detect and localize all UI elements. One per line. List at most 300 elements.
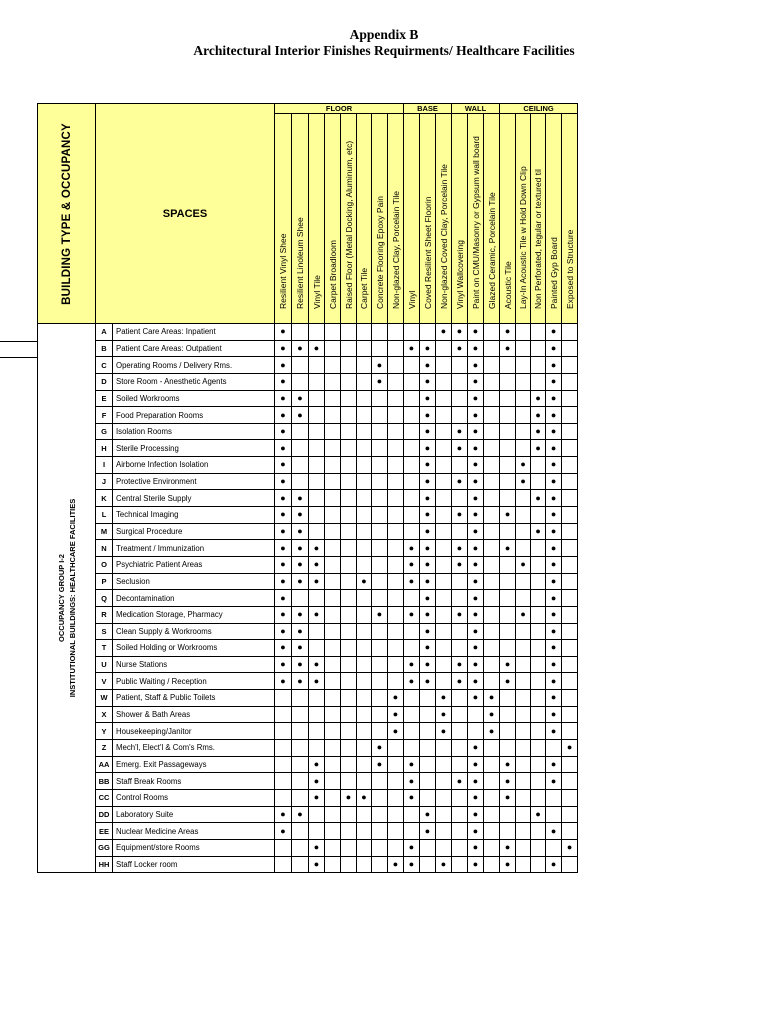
- empty-cell: [325, 324, 341, 341]
- empty-cell: [562, 706, 578, 723]
- column-header: [292, 114, 309, 324]
- space-name: Food Preparation Rooms: [113, 407, 275, 424]
- bullet-mark: ●: [372, 357, 388, 374]
- bullet-mark: ●: [468, 806, 484, 823]
- empty-cell: [562, 723, 578, 740]
- empty-cell: [372, 856, 388, 873]
- empty-cell: [325, 673, 341, 690]
- empty-cell: [292, 590, 309, 607]
- empty-cell: [357, 590, 372, 607]
- empty-cell: [325, 407, 341, 424]
- table-row: [38, 457, 578, 474]
- empty-cell: [341, 773, 357, 790]
- bullet-mark: ●: [275, 806, 292, 823]
- empty-cell: [516, 839, 531, 856]
- empty-cell: [388, 839, 404, 856]
- space-name: Patient Care Areas: Inpatient: [113, 324, 275, 341]
- empty-cell: [531, 357, 546, 374]
- bullet-mark: ●: [546, 690, 562, 707]
- bullet-mark: ●: [309, 540, 325, 557]
- space-code: DD: [96, 806, 113, 823]
- empty-cell: [388, 407, 404, 424]
- empty-cell: [484, 590, 500, 607]
- column-header: [341, 114, 357, 324]
- bullet-mark: ●: [275, 473, 292, 490]
- bullet-mark: ●: [500, 324, 516, 341]
- bullet-mark: ●: [275, 673, 292, 690]
- empty-cell: [404, 823, 420, 840]
- empty-cell: [404, 440, 420, 457]
- bullet-mark: ●: [546, 823, 562, 840]
- empty-cell: [484, 640, 500, 657]
- bullet-mark: ●: [275, 457, 292, 474]
- bullet-mark: ●: [468, 623, 484, 640]
- empty-cell: [325, 823, 341, 840]
- empty-cell: [404, 690, 420, 707]
- space-name: Sterile Processing: [113, 440, 275, 457]
- bullet-mark: ●: [500, 856, 516, 873]
- empty-cell: [516, 706, 531, 723]
- empty-cell: [436, 457, 452, 474]
- empty-cell: [516, 340, 531, 357]
- empty-cell: [562, 324, 578, 341]
- column-header: [275, 114, 292, 324]
- space-name: Surgical Procedure: [113, 523, 275, 540]
- empty-cell: [292, 706, 309, 723]
- empty-cell: [357, 856, 372, 873]
- bullet-mark: ●: [468, 690, 484, 707]
- empty-cell: [309, 640, 325, 657]
- empty-cell: [372, 540, 388, 557]
- empty-cell: [325, 473, 341, 490]
- empty-cell: [500, 806, 516, 823]
- space-name: Medication Storage, Pharmacy: [113, 606, 275, 623]
- bullet-mark: ●: [516, 556, 531, 573]
- empty-cell: [516, 423, 531, 440]
- space-name: Treatment / Immunization: [113, 540, 275, 557]
- empty-cell: [546, 839, 562, 856]
- table-row: [38, 756, 578, 773]
- empty-cell: [341, 806, 357, 823]
- bullet-mark: ●: [275, 523, 292, 540]
- bullet-mark: ●: [468, 540, 484, 557]
- empty-cell: [357, 473, 372, 490]
- empty-cell: [484, 806, 500, 823]
- empty-cell: [404, 590, 420, 607]
- column-header-label: Carpet Tile: [359, 267, 370, 309]
- empty-cell: [325, 606, 341, 623]
- space-code: V: [96, 673, 113, 690]
- bullet-mark: ●: [546, 606, 562, 623]
- bullet-mark: ●: [292, 490, 309, 507]
- empty-cell: [341, 723, 357, 740]
- empty-cell: [420, 690, 436, 707]
- table-row: [38, 623, 578, 640]
- empty-cell: [516, 773, 531, 790]
- empty-cell: [292, 773, 309, 790]
- bullet-mark: ●: [420, 390, 436, 407]
- empty-cell: [341, 407, 357, 424]
- empty-cell: [372, 523, 388, 540]
- empty-cell: [372, 806, 388, 823]
- empty-cell: [500, 823, 516, 840]
- bullet-mark: ●: [420, 357, 436, 374]
- empty-cell: [325, 640, 341, 657]
- empty-cell: [420, 773, 436, 790]
- empty-cell: [500, 457, 516, 474]
- bullet-mark: ●: [404, 606, 420, 623]
- empty-cell: [372, 673, 388, 690]
- bullet-mark: ●: [292, 507, 309, 524]
- empty-cell: [309, 823, 325, 840]
- space-code: Q: [96, 590, 113, 607]
- space-code: R: [96, 606, 113, 623]
- empty-cell: [436, 390, 452, 407]
- empty-cell: [531, 590, 546, 607]
- space-code: M: [96, 523, 113, 540]
- column-header-label: Non-glazed Clay, Porcelain Tile: [390, 191, 401, 309]
- bullet-mark: ●: [404, 540, 420, 557]
- space-name: Protective Environment: [113, 473, 275, 490]
- empty-cell: [531, 340, 546, 357]
- space-name: Decontamination: [113, 590, 275, 607]
- empty-cell: [388, 640, 404, 657]
- empty-cell: [484, 623, 500, 640]
- empty-cell: [484, 673, 500, 690]
- empty-cell: [484, 823, 500, 840]
- empty-cell: [325, 789, 341, 806]
- empty-cell: [500, 523, 516, 540]
- bullet-mark: ●: [500, 789, 516, 806]
- table-row: [38, 507, 578, 524]
- bullet-mark: ●: [546, 490, 562, 507]
- bullet-mark: ●: [420, 490, 436, 507]
- empty-cell: [388, 340, 404, 357]
- empty-cell: [404, 723, 420, 740]
- empty-cell: [516, 390, 531, 407]
- bullet-mark: ●: [468, 673, 484, 690]
- empty-cell: [436, 740, 452, 757]
- empty-cell: [404, 706, 420, 723]
- spaces-header: SPACES: [96, 104, 275, 324]
- empty-cell: [357, 839, 372, 856]
- empty-cell: [562, 656, 578, 673]
- empty-cell: [388, 440, 404, 457]
- empty-cell: [275, 706, 292, 723]
- space-name: Clean Supply & Workrooms: [113, 623, 275, 640]
- column-header-label: Non-glazed Coved Clay, Porcelain Tile: [438, 164, 449, 309]
- empty-cell: [484, 773, 500, 790]
- empty-cell: [516, 673, 531, 690]
- empty-cell: [420, 789, 436, 806]
- empty-cell: [372, 773, 388, 790]
- empty-cell: [388, 373, 404, 390]
- bullet-mark: ●: [309, 656, 325, 673]
- bullet-mark: ●: [531, 440, 546, 457]
- table-row: [38, 839, 578, 856]
- column-header-label: Carpet Broadloom: [327, 240, 338, 309]
- title-line-1: Appendix B: [349, 27, 419, 42]
- bullet-mark: ●: [468, 324, 484, 341]
- empty-cell: [372, 473, 388, 490]
- bullet-mark: ●: [546, 324, 562, 341]
- bullet-mark: ●: [500, 340, 516, 357]
- column-header-label: Painted Gyp Board: [548, 237, 559, 309]
- empty-cell: [562, 390, 578, 407]
- empty-cell: [357, 340, 372, 357]
- empty-cell: [341, 839, 357, 856]
- empty-cell: [309, 623, 325, 640]
- table-row: [38, 573, 578, 590]
- empty-cell: [309, 590, 325, 607]
- bullet-mark: ●: [500, 756, 516, 773]
- empty-cell: [484, 656, 500, 673]
- empty-cell: [484, 789, 500, 806]
- empty-cell: [436, 373, 452, 390]
- column-header-label: Vinyl: [406, 290, 417, 309]
- empty-cell: [562, 357, 578, 374]
- bullet-mark: ●: [468, 473, 484, 490]
- space-name: Operating Rooms / Delivery Rms.: [113, 357, 275, 374]
- empty-cell: [372, 590, 388, 607]
- empty-cell: [531, 789, 546, 806]
- empty-cell: [436, 556, 452, 573]
- empty-cell: [292, 473, 309, 490]
- empty-cell: [341, 856, 357, 873]
- column-header: [325, 114, 341, 324]
- empty-cell: [452, 839, 468, 856]
- empty-cell: [325, 656, 341, 673]
- bullet-mark: ●: [309, 573, 325, 590]
- space-code: P: [96, 573, 113, 590]
- empty-cell: [388, 556, 404, 573]
- bullet-mark: ●: [546, 373, 562, 390]
- group-header-ceiling: CEILING: [500, 104, 578, 114]
- bullet-mark: ●: [341, 789, 357, 806]
- empty-cell: [341, 623, 357, 640]
- table-row: [38, 690, 578, 707]
- empty-cell: [516, 640, 531, 657]
- bullet-mark: ●: [546, 473, 562, 490]
- empty-cell: [357, 490, 372, 507]
- space-code: X: [96, 706, 113, 723]
- bullet-mark: ●: [500, 773, 516, 790]
- empty-cell: [388, 457, 404, 474]
- empty-cell: [404, 357, 420, 374]
- empty-cell: [325, 507, 341, 524]
- column-header-label: Vinyl Wallcovering: [454, 240, 465, 309]
- bullet-mark: ●: [275, 490, 292, 507]
- empty-cell: [562, 340, 578, 357]
- column-header-label: Coved Resilient Sheet Floorin: [422, 196, 433, 309]
- empty-cell: [436, 673, 452, 690]
- table-row: [38, 856, 578, 873]
- bullet-mark: ●: [420, 656, 436, 673]
- empty-cell: [275, 690, 292, 707]
- column-header: [484, 114, 500, 324]
- empty-cell: [357, 806, 372, 823]
- empty-cell: [531, 673, 546, 690]
- empty-cell: [436, 507, 452, 524]
- table-row: [38, 673, 578, 690]
- bullet-mark: ●: [292, 407, 309, 424]
- empty-cell: [500, 357, 516, 374]
- bullet-mark: ●: [420, 623, 436, 640]
- space-code: S: [96, 623, 113, 640]
- empty-cell: [562, 856, 578, 873]
- empty-cell: [562, 773, 578, 790]
- empty-cell: [341, 673, 357, 690]
- empty-cell: [484, 440, 500, 457]
- empty-cell: [325, 423, 341, 440]
- empty-cell: [404, 324, 420, 341]
- space-name: Technical Imaging: [113, 507, 275, 524]
- bullet-mark: ●: [420, 673, 436, 690]
- empty-cell: [531, 623, 546, 640]
- column-header: [452, 114, 468, 324]
- empty-cell: [436, 523, 452, 540]
- empty-cell: [292, 423, 309, 440]
- empty-cell: [341, 373, 357, 390]
- empty-cell: [404, 523, 420, 540]
- empty-cell: [452, 457, 468, 474]
- bullet-mark: ●: [452, 473, 468, 490]
- bullet-mark: ●: [546, 340, 562, 357]
- empty-cell: [388, 473, 404, 490]
- empty-cell: [500, 606, 516, 623]
- empty-cell: [357, 623, 372, 640]
- bullet-mark: ●: [292, 573, 309, 590]
- bullet-mark: ●: [468, 756, 484, 773]
- bullet-mark: ●: [292, 606, 309, 623]
- empty-cell: [372, 324, 388, 341]
- empty-cell: [404, 507, 420, 524]
- table-row: [38, 706, 578, 723]
- column-header-label: Raised Floor (Metal Docking, Aluminum, etc): [343, 140, 354, 309]
- empty-cell: [325, 556, 341, 573]
- bullet-mark: ●: [275, 373, 292, 390]
- empty-cell: [452, 490, 468, 507]
- empty-cell: [357, 390, 372, 407]
- space-name: Psychiatric Patient Areas: [113, 556, 275, 573]
- empty-cell: [404, 806, 420, 823]
- empty-cell: [484, 540, 500, 557]
- empty-cell: [562, 523, 578, 540]
- empty-cell: [357, 440, 372, 457]
- bullet-mark: ●: [275, 407, 292, 424]
- building-type-header-cell: [38, 104, 96, 324]
- empty-cell: [484, 490, 500, 507]
- table-row: [38, 324, 578, 341]
- bullet-mark: ●: [292, 673, 309, 690]
- empty-cell: [531, 573, 546, 590]
- empty-cell: [562, 457, 578, 474]
- empty-cell: [546, 740, 562, 757]
- bullet-mark: ●: [292, 540, 309, 557]
- empty-cell: [309, 473, 325, 490]
- bullet-mark: ●: [452, 606, 468, 623]
- space-code: H: [96, 440, 113, 457]
- bullet-mark: ●: [436, 723, 452, 740]
- empty-cell: [341, 690, 357, 707]
- empty-cell: [325, 590, 341, 607]
- space-name: Public Waiting / Reception: [113, 673, 275, 690]
- empty-cell: [531, 457, 546, 474]
- table-row: [38, 390, 578, 407]
- empty-cell: [388, 540, 404, 557]
- bullet-mark: ●: [372, 740, 388, 757]
- empty-cell: [436, 640, 452, 657]
- empty-cell: [325, 340, 341, 357]
- empty-cell: [562, 490, 578, 507]
- bullet-mark: ●: [404, 656, 420, 673]
- bullet-mark: ●: [420, 373, 436, 390]
- empty-cell: [388, 590, 404, 607]
- column-header: [372, 114, 388, 324]
- bullet-mark: ●: [275, 540, 292, 557]
- empty-cell: [325, 839, 341, 856]
- empty-cell: [404, 457, 420, 474]
- bullet-mark: ●: [275, 606, 292, 623]
- bullet-mark: ●: [275, 423, 292, 440]
- empty-cell: [325, 457, 341, 474]
- empty-cell: [388, 673, 404, 690]
- empty-cell: [562, 507, 578, 524]
- empty-cell: [341, 556, 357, 573]
- bullet-mark: ●: [468, 373, 484, 390]
- empty-cell: [325, 540, 341, 557]
- bullet-mark: ●: [546, 673, 562, 690]
- empty-cell: [562, 556, 578, 573]
- empty-cell: [531, 773, 546, 790]
- empty-cell: [325, 623, 341, 640]
- bullet-mark: ●: [292, 556, 309, 573]
- empty-cell: [436, 490, 452, 507]
- empty-cell: [546, 806, 562, 823]
- empty-cell: [357, 407, 372, 424]
- empty-cell: [372, 839, 388, 856]
- bullet-mark: ●: [468, 423, 484, 440]
- empty-cell: [484, 573, 500, 590]
- table-row: [38, 656, 578, 673]
- space-name: Control Rooms: [113, 789, 275, 806]
- bullet-mark: ●: [309, 789, 325, 806]
- empty-cell: [436, 423, 452, 440]
- empty-cell: [292, 839, 309, 856]
- empty-cell: [275, 740, 292, 757]
- title-line-2: Architectural Interior Finishes Requirments/ Healthcare Facilities: [193, 43, 575, 58]
- empty-cell: [275, 839, 292, 856]
- bullet-mark: ●: [468, 490, 484, 507]
- empty-cell: [292, 723, 309, 740]
- empty-cell: [388, 507, 404, 524]
- empty-cell: [388, 357, 404, 374]
- bullet-mark: ●: [404, 789, 420, 806]
- table-row: [38, 407, 578, 424]
- empty-cell: [404, 640, 420, 657]
- empty-cell: [516, 723, 531, 740]
- bullet-mark: ●: [420, 640, 436, 657]
- bullet-mark: ●: [436, 706, 452, 723]
- bullet-mark: ●: [372, 373, 388, 390]
- empty-cell: [341, 706, 357, 723]
- bullet-mark: ●: [357, 789, 372, 806]
- empty-cell: [468, 706, 484, 723]
- empty-cell: [275, 773, 292, 790]
- empty-cell: [372, 507, 388, 524]
- empty-cell: [531, 856, 546, 873]
- empty-cell: [357, 823, 372, 840]
